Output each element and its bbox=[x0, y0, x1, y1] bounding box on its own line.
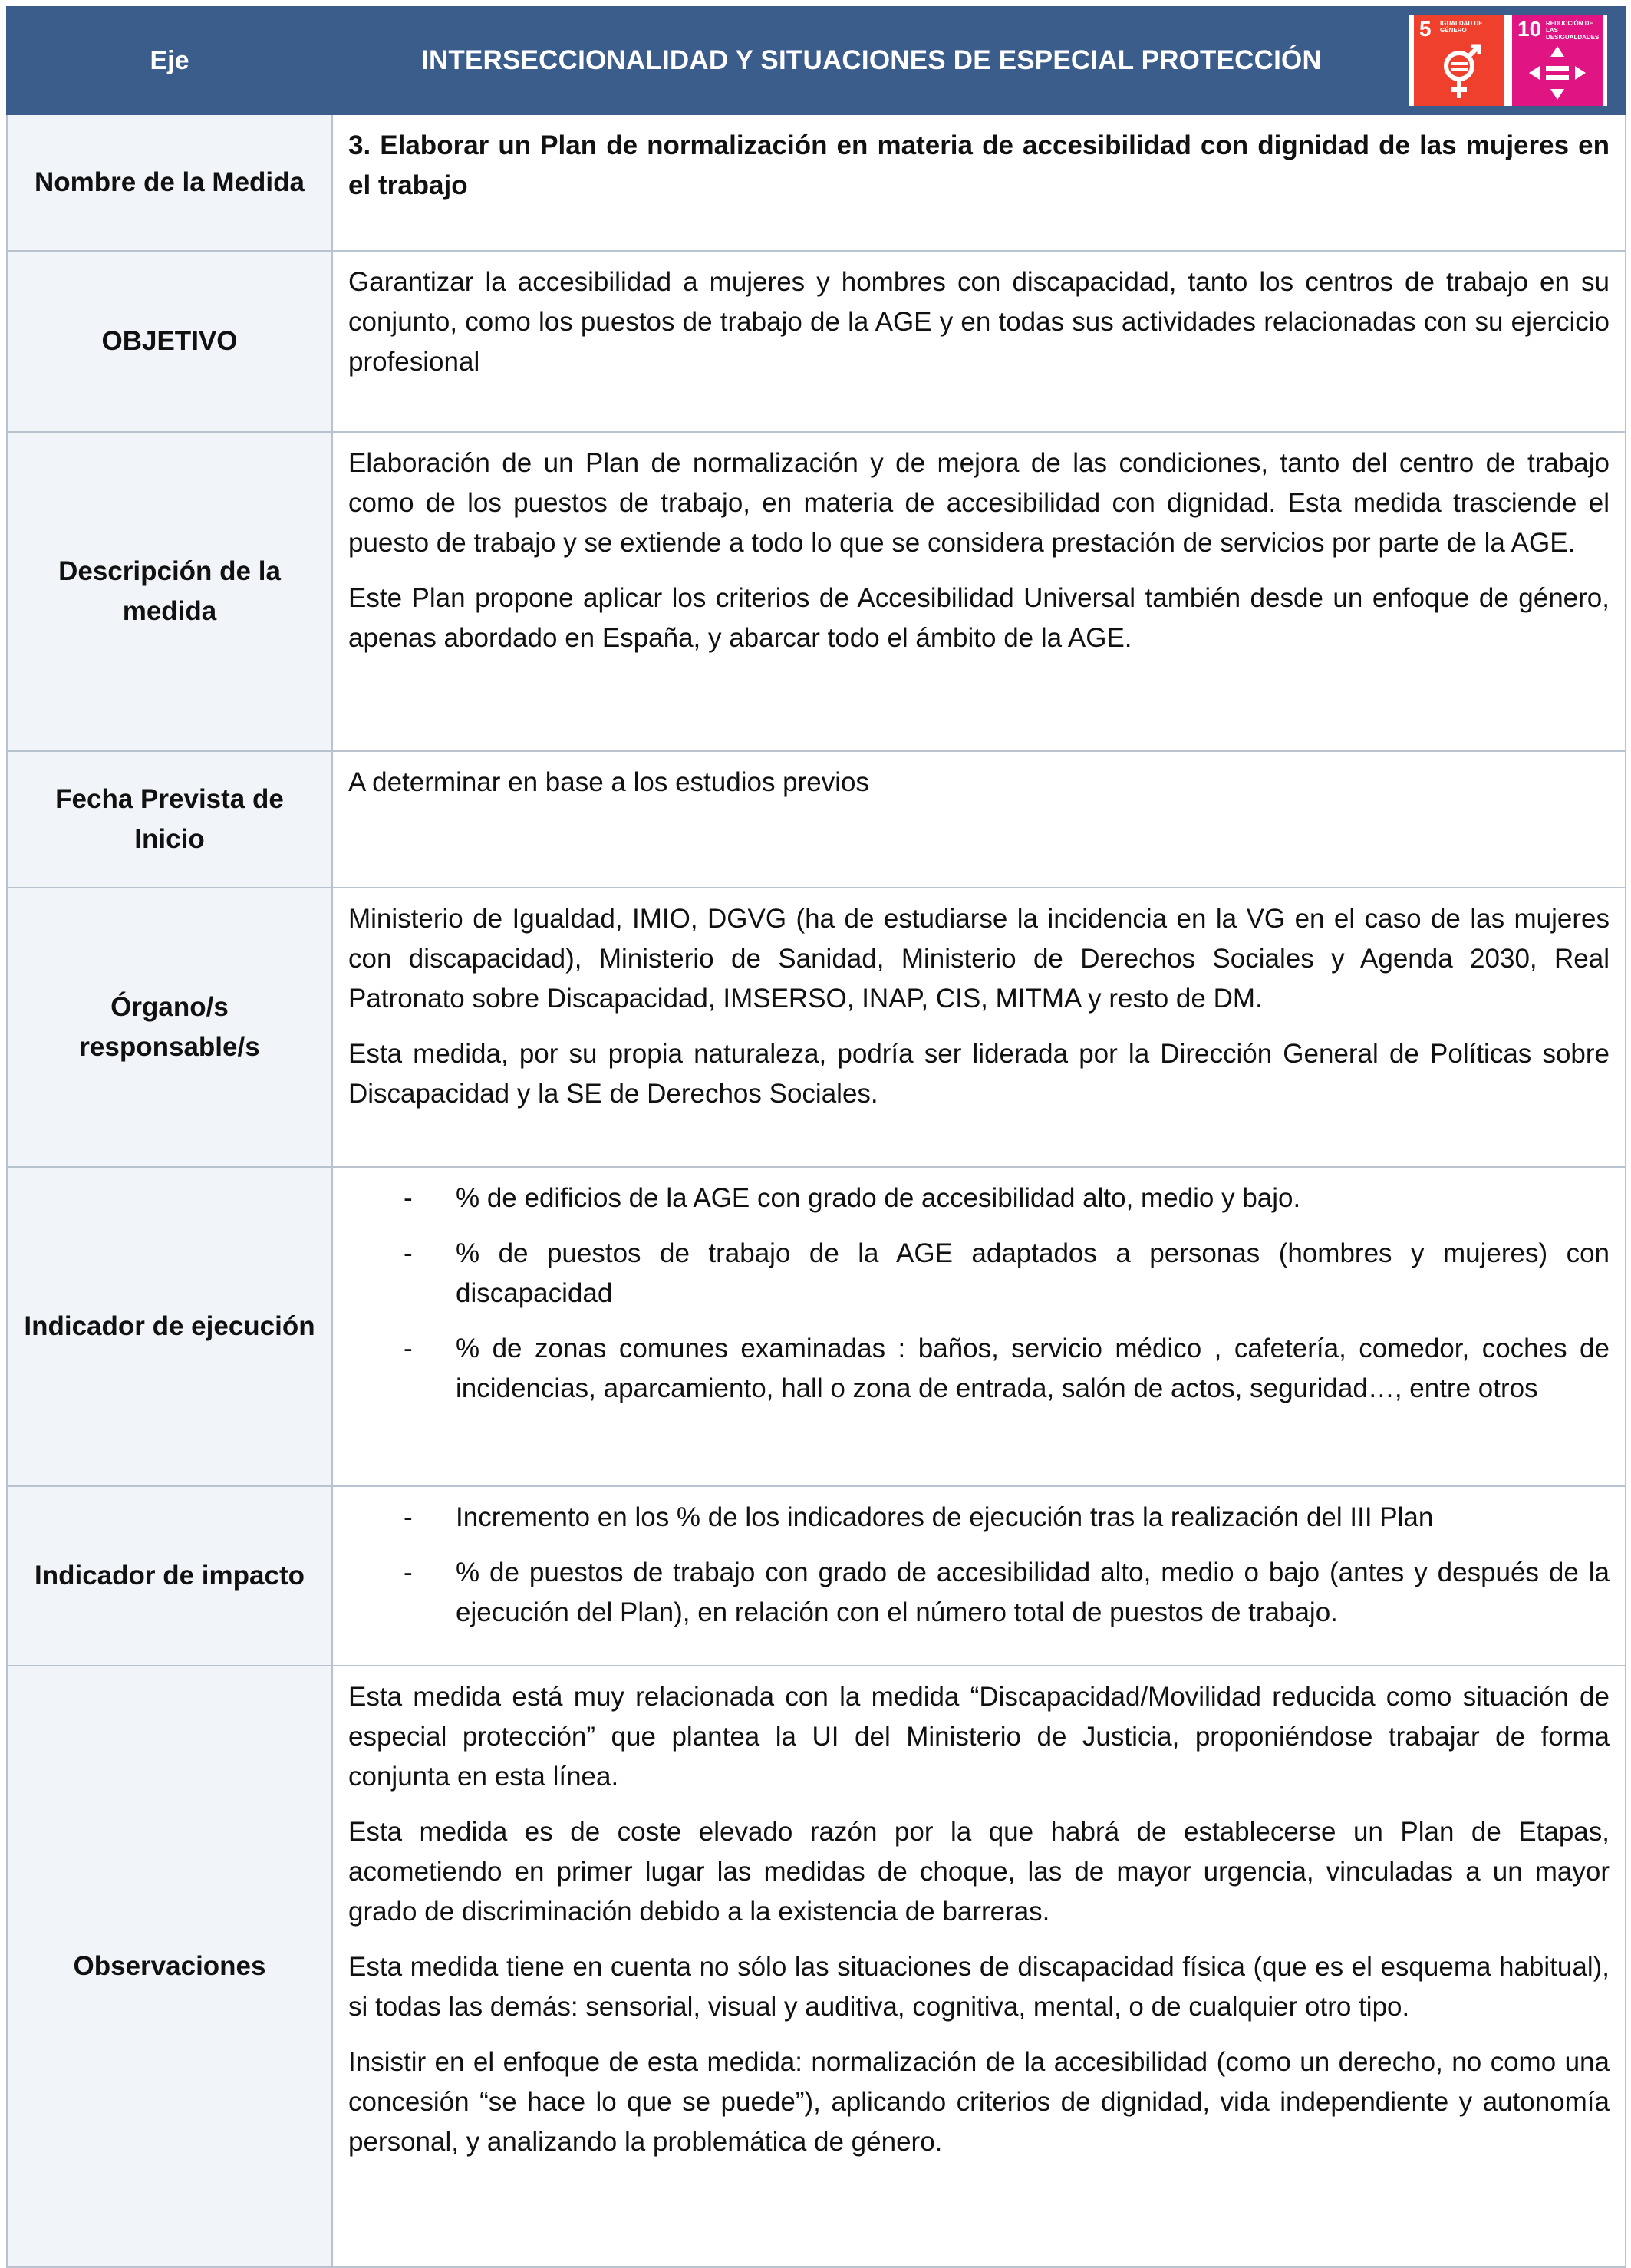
row-descripcion bbox=[7, 432, 1626, 751]
list-item-text: % de edificios de la AGE con grado de accesibilidad alto, medio y bajo. bbox=[456, 1183, 1301, 1213]
row-objetivo bbox=[7, 251, 1626, 432]
label-impacto: Indicador de impacto bbox=[7, 1486, 332, 1666]
observaciones-text bbox=[332, 1666, 1626, 2267]
reduced-inequalities-icon: 10 REDUCCIÓN DE LAS DESIGUALDADES bbox=[1512, 15, 1603, 106]
fecha-text: A determinar en base a los estudios previos bbox=[332, 751, 1626, 888]
descripcion-text bbox=[332, 432, 1626, 751]
measure-table bbox=[6, 6, 1626, 2268]
label-objetivo: OBJETIVO bbox=[7, 251, 332, 432]
list-item bbox=[348, 1329, 1610, 1409]
observaciones-paragraph: Esta medida tiene en cuenta no sólo las situaciones de discapacidad física (que es el esquema habitual), si todas las demás: sensorial, visual y auditiva, cognitiva, mental, o de cualquier otro tipo. bbox=[348, 1952, 1610, 2022]
label-descripcion: Descripción de la medida bbox=[7, 432, 332, 751]
organo-paragraph: Esta medida, por su propia naturaleza, podría ser liderada por la Dirección General de Políticas sobre Discapacidad y la SE de Derechos Sociales. bbox=[348, 1039, 1610, 1109]
row-observaciones bbox=[7, 1666, 1626, 2267]
gender-equality-icon: 5 IGUALDAD DE GÉNERO bbox=[1414, 15, 1504, 106]
label-ejecucion: Indicador de ejecución bbox=[7, 1167, 332, 1486]
list-item-text: % de zonas comunes examinadas : baños, servicio médico , cafetería, comedor, coches de incidencias, aparcamiento, hall o zona de entrada, salón de actos, seguridad…, entre otros bbox=[456, 1333, 1610, 1403]
eje-label: Eje bbox=[7, 7, 332, 114]
dash-bullet: - bbox=[404, 1502, 413, 1532]
axis-title: INTERSECCIONALIDAD Y SITUACIONES DE ESPECIAL PROTECCIÓN bbox=[421, 45, 1322, 75]
row-fecha bbox=[7, 751, 1626, 888]
ejecucion-list bbox=[348, 1179, 1610, 1409]
list-item-text: % de puestos de trabajo con grado de accesibilidad alto, medio o bajo (antes y después de la ejecución del Plan), en relación con el número total de puestos de trabajo. bbox=[456, 1558, 1610, 1627]
dash-bullet: - bbox=[404, 1558, 413, 1587]
organo-text bbox=[332, 888, 1626, 1167]
row-nombre bbox=[7, 114, 1626, 251]
list-item bbox=[348, 1498, 1610, 1538]
dash-bullet: - bbox=[404, 1238, 413, 1268]
header-title-cell bbox=[332, 7, 1626, 114]
organo-paragraph: Ministerio de Igualdad, IMIO, DGVG (ha de estudiarse la incidencia en la VG en el caso de las mujeres con discapacidad), Ministerio de Sanidad, Ministerio de Derechos Sociales y Agenda 2030, Real Patronato sobre Discapacidad, IMSERSO, INAP, CIS, MITMA y resto de DM. bbox=[348, 904, 1610, 1014]
descripcion-paragraph: Este Plan propone aplicar los criterios de Accesibilidad Universal también desde un enfoque de género, apenas abordado en España, y abarcar todo el ámbito de la AGE. bbox=[348, 583, 1610, 653]
label-observaciones: Observaciones bbox=[7, 1666, 332, 2267]
row-ejecucion bbox=[7, 1167, 1626, 1486]
label-nombre: Nombre de la Medida bbox=[7, 114, 332, 251]
observaciones-paragraph: Esta medida está muy relacionada con la medida “Discapacidad/Movilidad reducida como situación de especial protección” que plantea la UI del Ministerio de Justicia, proponiéndose trabajar de forma conjunta en esta línea. bbox=[348, 1682, 1610, 1792]
list-item bbox=[348, 1179, 1610, 1218]
impacto-list-cell bbox=[332, 1486, 1626, 1666]
observaciones-paragraph: Insistir en el enfoque de esta medida: normalización de la accesibilidad (como un derecho, no como una concesión “se hace lo que se puede”), aplicando criterios de dignidad, vida independiente y autonomía personal, y analizando la problemática de género. bbox=[348, 2047, 1610, 2157]
observaciones-paragraph: Esta medida es de coste elevado razón por la que habrá de establecerse un Plan de Etapas, acometiendo en primer lugar las medidas de choque, las de mayor urgencia, vinculadas a un mayor grado de discriminación debido a la existencia de barreras. bbox=[348, 1817, 1610, 1927]
header-row bbox=[7, 7, 1626, 114]
dash-bullet: - bbox=[404, 1183, 413, 1213]
sdg-icons bbox=[1409, 15, 1607, 106]
descripcion-paragraph: Elaboración de un Plan de normalización y de mejora de las condiciones, tanto del centro de trabajo como de los puestos de trabajo, en materia de accesibilidad con dignidad. Esta medida trasciende el puesto de trabajo y se extiende a todo lo que se considera prestación de servicios por parte de la AGE. bbox=[348, 448, 1610, 558]
objetivo-text: Garantizar la accesibilidad a mujeres y hombres con discapacidad, tanto los centros de trabajo en su conjunto, como los puestos de trabajo de la AGE y en todas sus actividades relacionadas con su ejercicio profesional bbox=[332, 251, 1626, 432]
label-fecha: Fecha Prevista de Inicio bbox=[7, 751, 332, 888]
row-organo bbox=[7, 888, 1626, 1167]
list-item bbox=[348, 1553, 1610, 1633]
impacto-list bbox=[348, 1498, 1610, 1633]
list-item-text: % de puestos de trabajo de la AGE adaptados a personas (hombres y mujeres) con discapacidad bbox=[456, 1238, 1610, 1308]
list-item bbox=[348, 1234, 1610, 1314]
measure-name: 3. Elaborar un Plan de normalización en materia de accesibilidad con dignidad de las mujeres en el trabajo bbox=[332, 114, 1626, 251]
list-item-text: Incremento en los % de los indicadores de ejecución tras la realización del III Plan bbox=[456, 1502, 1434, 1532]
dash-bullet: - bbox=[404, 1333, 413, 1363]
row-impacto bbox=[7, 1486, 1626, 1666]
ejecucion-list-cell bbox=[332, 1167, 1626, 1486]
label-organo: Órgano/s responsable/s bbox=[7, 888, 332, 1167]
